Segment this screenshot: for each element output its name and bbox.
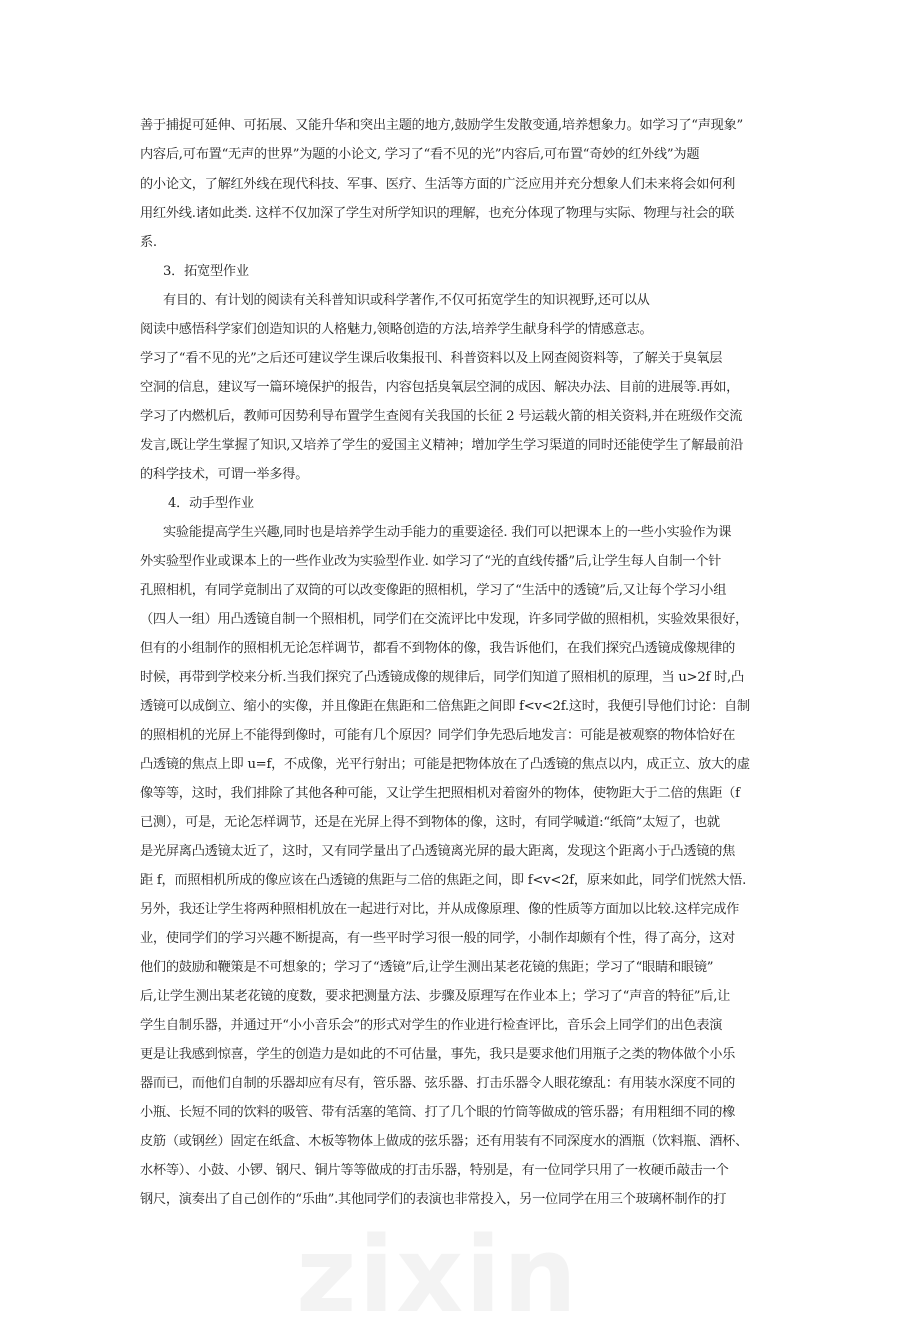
text-line: 像等等，这时，我们排除了其他各种可能，又让学生把照相机对着窗外的物体，使物距大于二倍的焦距（f (140, 786, 740, 801)
text-line: 钢尺，演奏出了自己创作的“乐曲”.其他同学们的表演也非常投入，另一位同学在用三个玻璃杯制作的打 (140, 1192, 727, 1207)
text-line: 善于捕捉可延伸、可拓展、又能升华和突出主题的地方,鼓励学生发散变通,培养想象力。如学习了“声现象” (140, 118, 744, 133)
text-line: （四人一组）用凸透镜自制一个照相机，同学们在交流评比中发现，许多同学做的照相机，实验效果很好， (140, 612, 749, 627)
text-line: 空洞的信息，建议写一篇环境保护的报告，内容包括臭氧层空洞的成因、解决办法、目前的进展等.再如， (140, 380, 740, 395)
text-line: 已测），可是，无论怎样调节，还是在光屏上得不到物体的像，这时，有同学喊道:“纸筒”太短了，也就 (140, 815, 720, 830)
text-line: 实验能提高学生兴趣,同时也是培养学生动手能力的重要途径. 我们可以把课本上的一些小实验作为课 (163, 525, 732, 540)
text-line: 孔照相机，有同学竟制出了双筒的可以改变像距的照相机，学习了“生活中的透镜”后,又让每个学习小组 (140, 583, 727, 598)
text-line: 时候，再带到学校来分析.当我们探究了凸透镜成像的规律后，同学们知道了照相机的原理，当 u>2f 时,凸 (140, 670, 744, 685)
text-line: 发言,既让学生掌握了知识,又培养了学生的爱国主义精神；增加学生学习渠道的同时还能使学生了解最前沿 (140, 438, 744, 453)
text-line: 学习了内燃机后，教师可因势利导布置学生查阅有关我国的长征 2 号运载火箭的相关资料,并在班级作交流 (140, 409, 743, 424)
text-line: 水杯等）、小鼓、小锣、钢尺、铜片等等做成的打击乐器，特别是，有一位同学只用了一枚硬币敲击一个 (140, 1163, 729, 1178)
text-line: 器而已，而他们自制的乐器却应有尽有，管乐器、弦乐器、打击乐器令人眼花缭乱：有用装水深度不同的 (140, 1076, 736, 1091)
text-line: 另外，我还让学生将两种照相机放在一起进行对比，并从成像原理、像的性质等方面加以比较.这样完成作 (140, 902, 740, 917)
section-heading: 3．拓宽型作业 (163, 264, 249, 279)
text-line: 后,让学生测出某老花镜的度数，要求把测量方法、步骤及原理写在作业本上；学习了“声音的特征”后,让 (140, 989, 731, 1004)
text-line: 他们的鼓励和鞭策是不可想象的；学习了“透镜”后,让学生测出某老花镜的焦距；学习了“眼睛和眼镜” (140, 960, 714, 975)
text-line: 外实验型作业或课本上的一些作业改为实验型作业. 如学习了“光的直线传播”后,让学生每人自制一个针 (140, 554, 722, 569)
text-line: 系. (140, 235, 157, 250)
section-heading: 4．动手型作业 (168, 496, 254, 511)
text-line: 透镜可以成倒立、缩小的实像，并且像距在焦距和二倍焦距之间即 f<v<2f.这时，我便引导他们讨论：自制 (140, 699, 750, 714)
text-line: 的照相机的光屏上不能得到像时，可能有几个原因？同学们争先恐后地发言：可能是被观察的物体恰好在 (140, 728, 736, 743)
text-line: 内容后,可布置“无声的世界”为题的小论文, 学习了“看不见的光”内容后,可布置“奇妙的红外线”为题 (140, 147, 700, 162)
text-line: 更是让我感到惊喜，学生的创造力是如此的不可估量，事先，我只是要求他们用瓶子之类的物体做个小乐 (140, 1047, 736, 1062)
text-line: 业，使同学们的学习兴趣不断提高，有一些平时学习很一般的同学，小制作却颇有个性，得了高分，这对 (140, 931, 736, 946)
text-line: 的科学技术，可谓一举多得。 (140, 467, 309, 482)
text-line: 凸透镜的焦点上即 u=f，不成像，光平行射出；可能是把物体放在了凸透镜的焦点以内，成正立、放大的虚 (140, 757, 750, 772)
text-line: 的小论文，了解红外线在现代科技、军事、医疗、生活等方面的广泛应用并充分想象人们未来将会如何利 (140, 177, 736, 192)
text-line: 学习了“看不见的光”之后还可建议学生课后收集报刊、科普资料以及上网查阅资料等，了解关于臭氧层 (140, 351, 723, 366)
watermark: zixin (296, 1214, 579, 1336)
text-line: 是光屏离凸透镜太近了，这时，又有同学量出了凸透镜离光屏的最大距离，发现这个距离小于凸透镜的焦 (140, 844, 736, 859)
text-line: 阅读中感悟科学家们创造知识的人格魅力,领略创造的方法,培养学生献身科学的情感意志。 (140, 322, 653, 337)
text-line: 皮筋（或钢丝）固定在纸盒、木板等物体上做成的弦乐器；还有用装有不同深度水的酒瓶（饮料瓶、酒杯、 (140, 1134, 749, 1149)
text-line: 用红外线.诸如此类. 这样不仅加深了学生对所学知识的理解，也充分体现了物理与实际、物理与社会的联 (140, 206, 735, 221)
text-line: 但有的小组制作的照相机无论怎样调节，都看不到物体的像，我告诉他们，在我们探究凸透镜成像规律的 (140, 641, 736, 656)
text-line: 距 f，而照相机所成的像应该在凸透镜的焦距与二倍的焦距之间，即 f<v<2f，原来如此，同学们恍然大悟. (140, 873, 747, 888)
text-line: 小瓶、长短不同的饮料的吸管、带有活塞的笔筒、打了几个眼的竹筒等做成的管乐器；有用粗细不同的橡 (140, 1105, 736, 1120)
text-line: 有目的、有计划的阅读有关科普知识或科学著作,不仅可拓宽学生的知识视野,还可以从 (163, 293, 650, 308)
text-line: 学生自制乐器，并通过开“小小音乐会”的形式对学生的作业进行检查评比，音乐会上同学们的出色表演 (140, 1018, 723, 1033)
